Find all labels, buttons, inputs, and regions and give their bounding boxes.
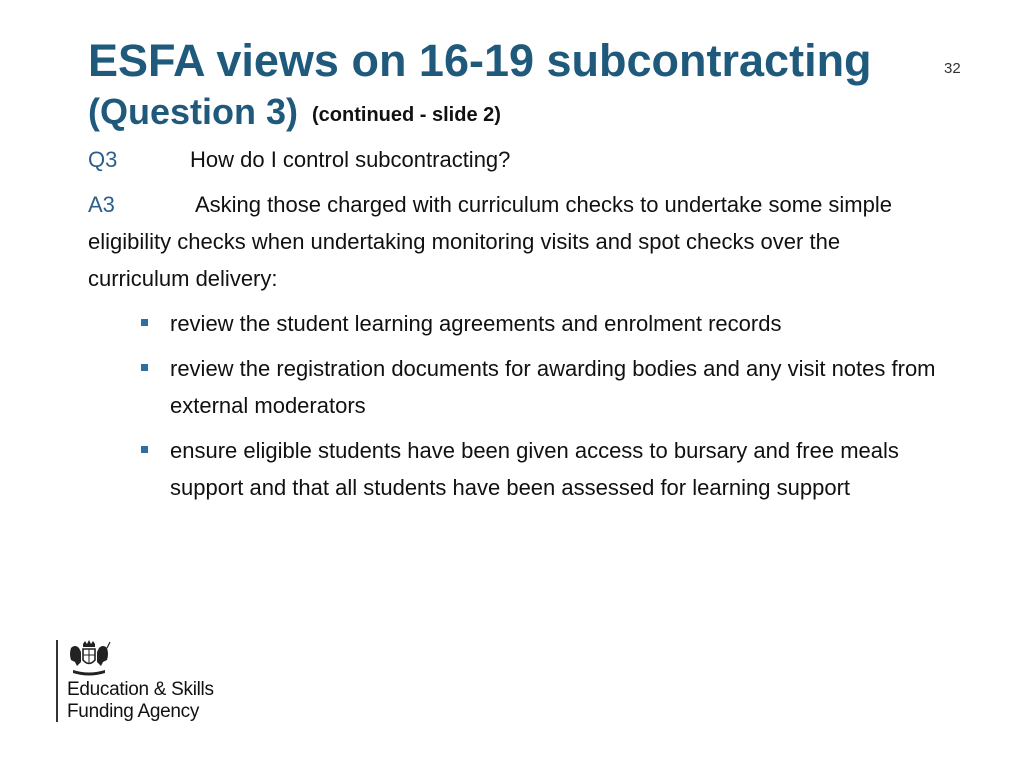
question-row [88, 141, 948, 178]
slide-number: 32 [944, 60, 961, 77]
answer-label: A3 [88, 192, 115, 217]
question-label: Q3 [88, 147, 118, 172]
bullet-item [140, 350, 940, 424]
question-text: How do I control subcontracting? [190, 147, 511, 172]
question-heading: (Question 3) [88, 91, 299, 132]
bullet-item [140, 432, 940, 506]
logo-line-2: Funding Agency [67, 701, 200, 722]
bullet-text: ensure eligible students have been given access to bursary and free meals support and that all students have been assessed for learning support [170, 438, 899, 500]
bullet-text: review the registration documents for awarding bodies and any visit notes from external moderators [170, 356, 936, 418]
bullet-text: review the student learning agreements and enrolment records [170, 311, 782, 336]
logo-line-1: Education & Skills [67, 679, 214, 700]
answer-row [88, 186, 938, 297]
answer-text: Asking those charged with curriculum checks to undertake some simple eligibility checks when undertaking monitoring visits and spot checks over the curriculum delivery: [88, 192, 892, 291]
slide-title: ESFA views on 16-19 subcontracting [88, 35, 872, 86]
bullet-item [140, 305, 940, 342]
agency-logo [56, 640, 214, 722]
slide-subtitle [88, 92, 501, 132]
square-bullet-icon [141, 446, 148, 453]
square-bullet-icon [141, 319, 148, 326]
royal-crest-icon [67, 640, 111, 676]
continued-note: (continued - slide 2) [312, 104, 501, 126]
bullet-list [140, 305, 940, 514]
square-bullet-icon [141, 364, 148, 371]
